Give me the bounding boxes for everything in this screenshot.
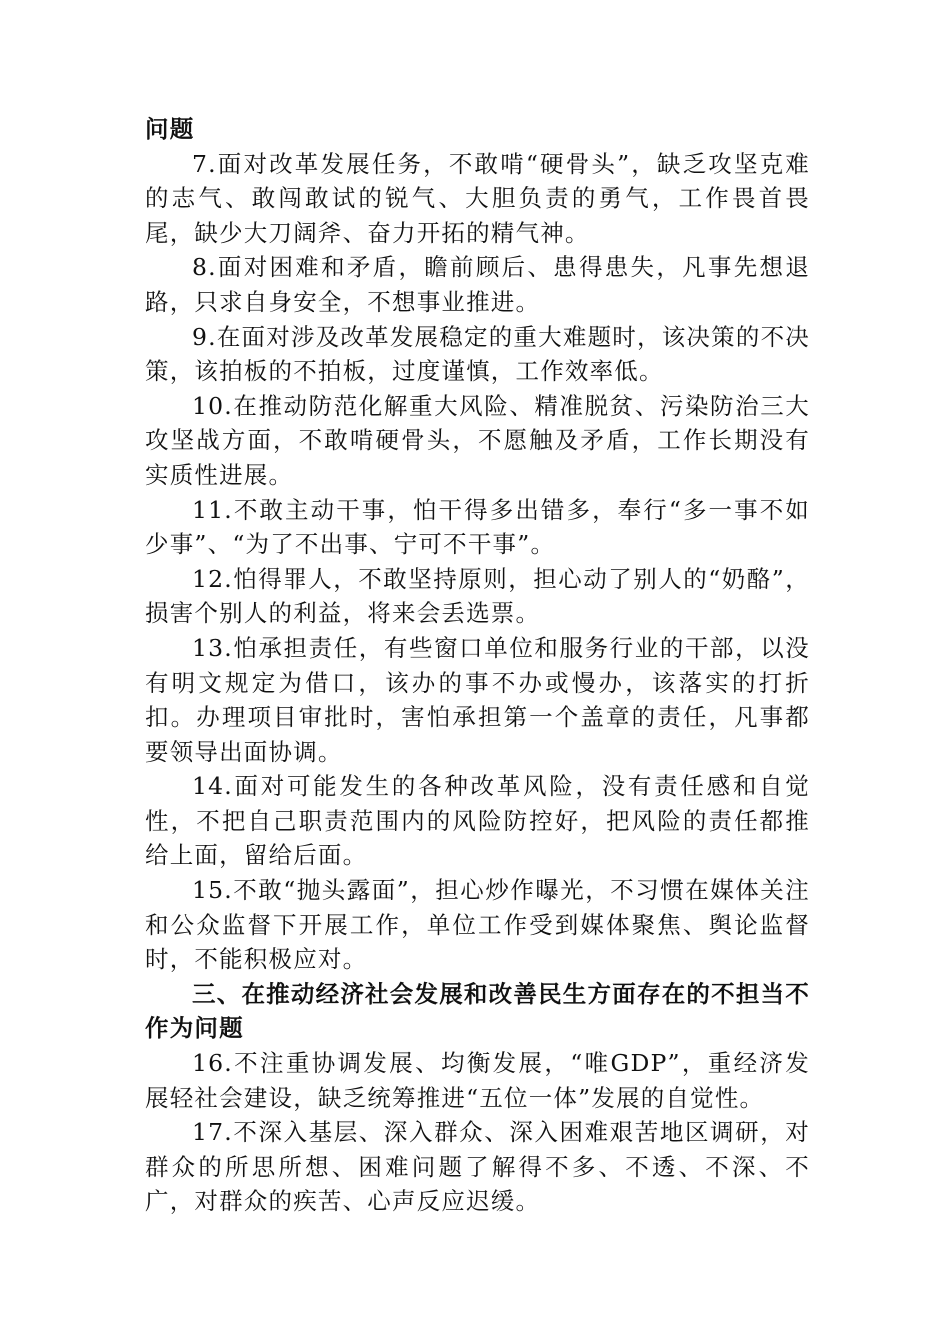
list-item-9: 9.在面对涉及改革发展稳定的重大难题时，该决策的不决策，该拍板的不拍板，过度谨慎，工作效率低。	[145, 322, 810, 386]
list-item-15: 15.不敢“抛头露面”，担心炒作曝光，不习惯在媒体关注和公众监督下开展工作，单位工作受到媒体聚焦、舆论监督时，不能积极应对。	[145, 876, 810, 974]
list-item-11: 11.不敢主动干事，怕干得多出错多，奉行“多一事不如少事”、“为了不出事、宁可不干事”。	[145, 495, 810, 559]
list-item-8: 8.面对困难和矛盾，瞻前顾后、患得患失，凡事先想退路，只求自身安全，不想事业推进。	[145, 253, 810, 316]
list-item-14: 14.面对可能发生的各种改革风险，没有责任感和自觉性，不把自己职责范围内的风险防控好，把风险的责任都推给上面，留给后面。	[145, 772, 810, 870]
list-item-7: 7.面对改革发展任务，不敢啃“硬骨头”，缺乏攻坚克难的志气、敢闯敢试的锐气、大胆负责的勇气，工作畏首畏尾，缺少大刀阔斧、奋力开拓的精气神。	[145, 149, 810, 247]
list-item-12: 12.怕得罪人，不敢坚持原则，担心动了别人的“奶酪”，损害个别人的利益，将来会丢选票。	[145, 564, 810, 628]
list-item-16: 16.不注重协调发展、均衡发展，“唯GDP”，重经济发展轻社会建设，缺乏统筹推进“五位一体”发展的自觉性。	[145, 1049, 810, 1112]
section-heading-3: 三、在推动经济社会发展和改善民生方面存在的不担当不作为问题	[145, 979, 810, 1043]
list-item-17: 17.不深入基层、深入群众、深入困难艰苦地区调研，对群众的所思所想、困难问题了解得不多、不透、不深、不广，对群众的疾苦、心声反应迟缓。	[145, 1118, 810, 1216]
section-heading-continuation: 问题	[145, 115, 195, 143]
list-item-13: 13.怕承担责任，有些窗口单位和服务行业的干部，以没有明文规定为借口，该办的事不办或慢办，该落实的打折扣。办理项目审批时，害怕承担第一个盖章的责任，凡事都要领导出面协调。	[145, 633, 810, 766]
document-page	[145, 112, 810, 1219]
list-item-10: 10.在推动防范化解重大风险、精准脱贫、污染防治三大攻坚战方面，不敢啃硬骨头，不愿触及矛盾，工作长期没有实质性进展。	[145, 391, 810, 489]
